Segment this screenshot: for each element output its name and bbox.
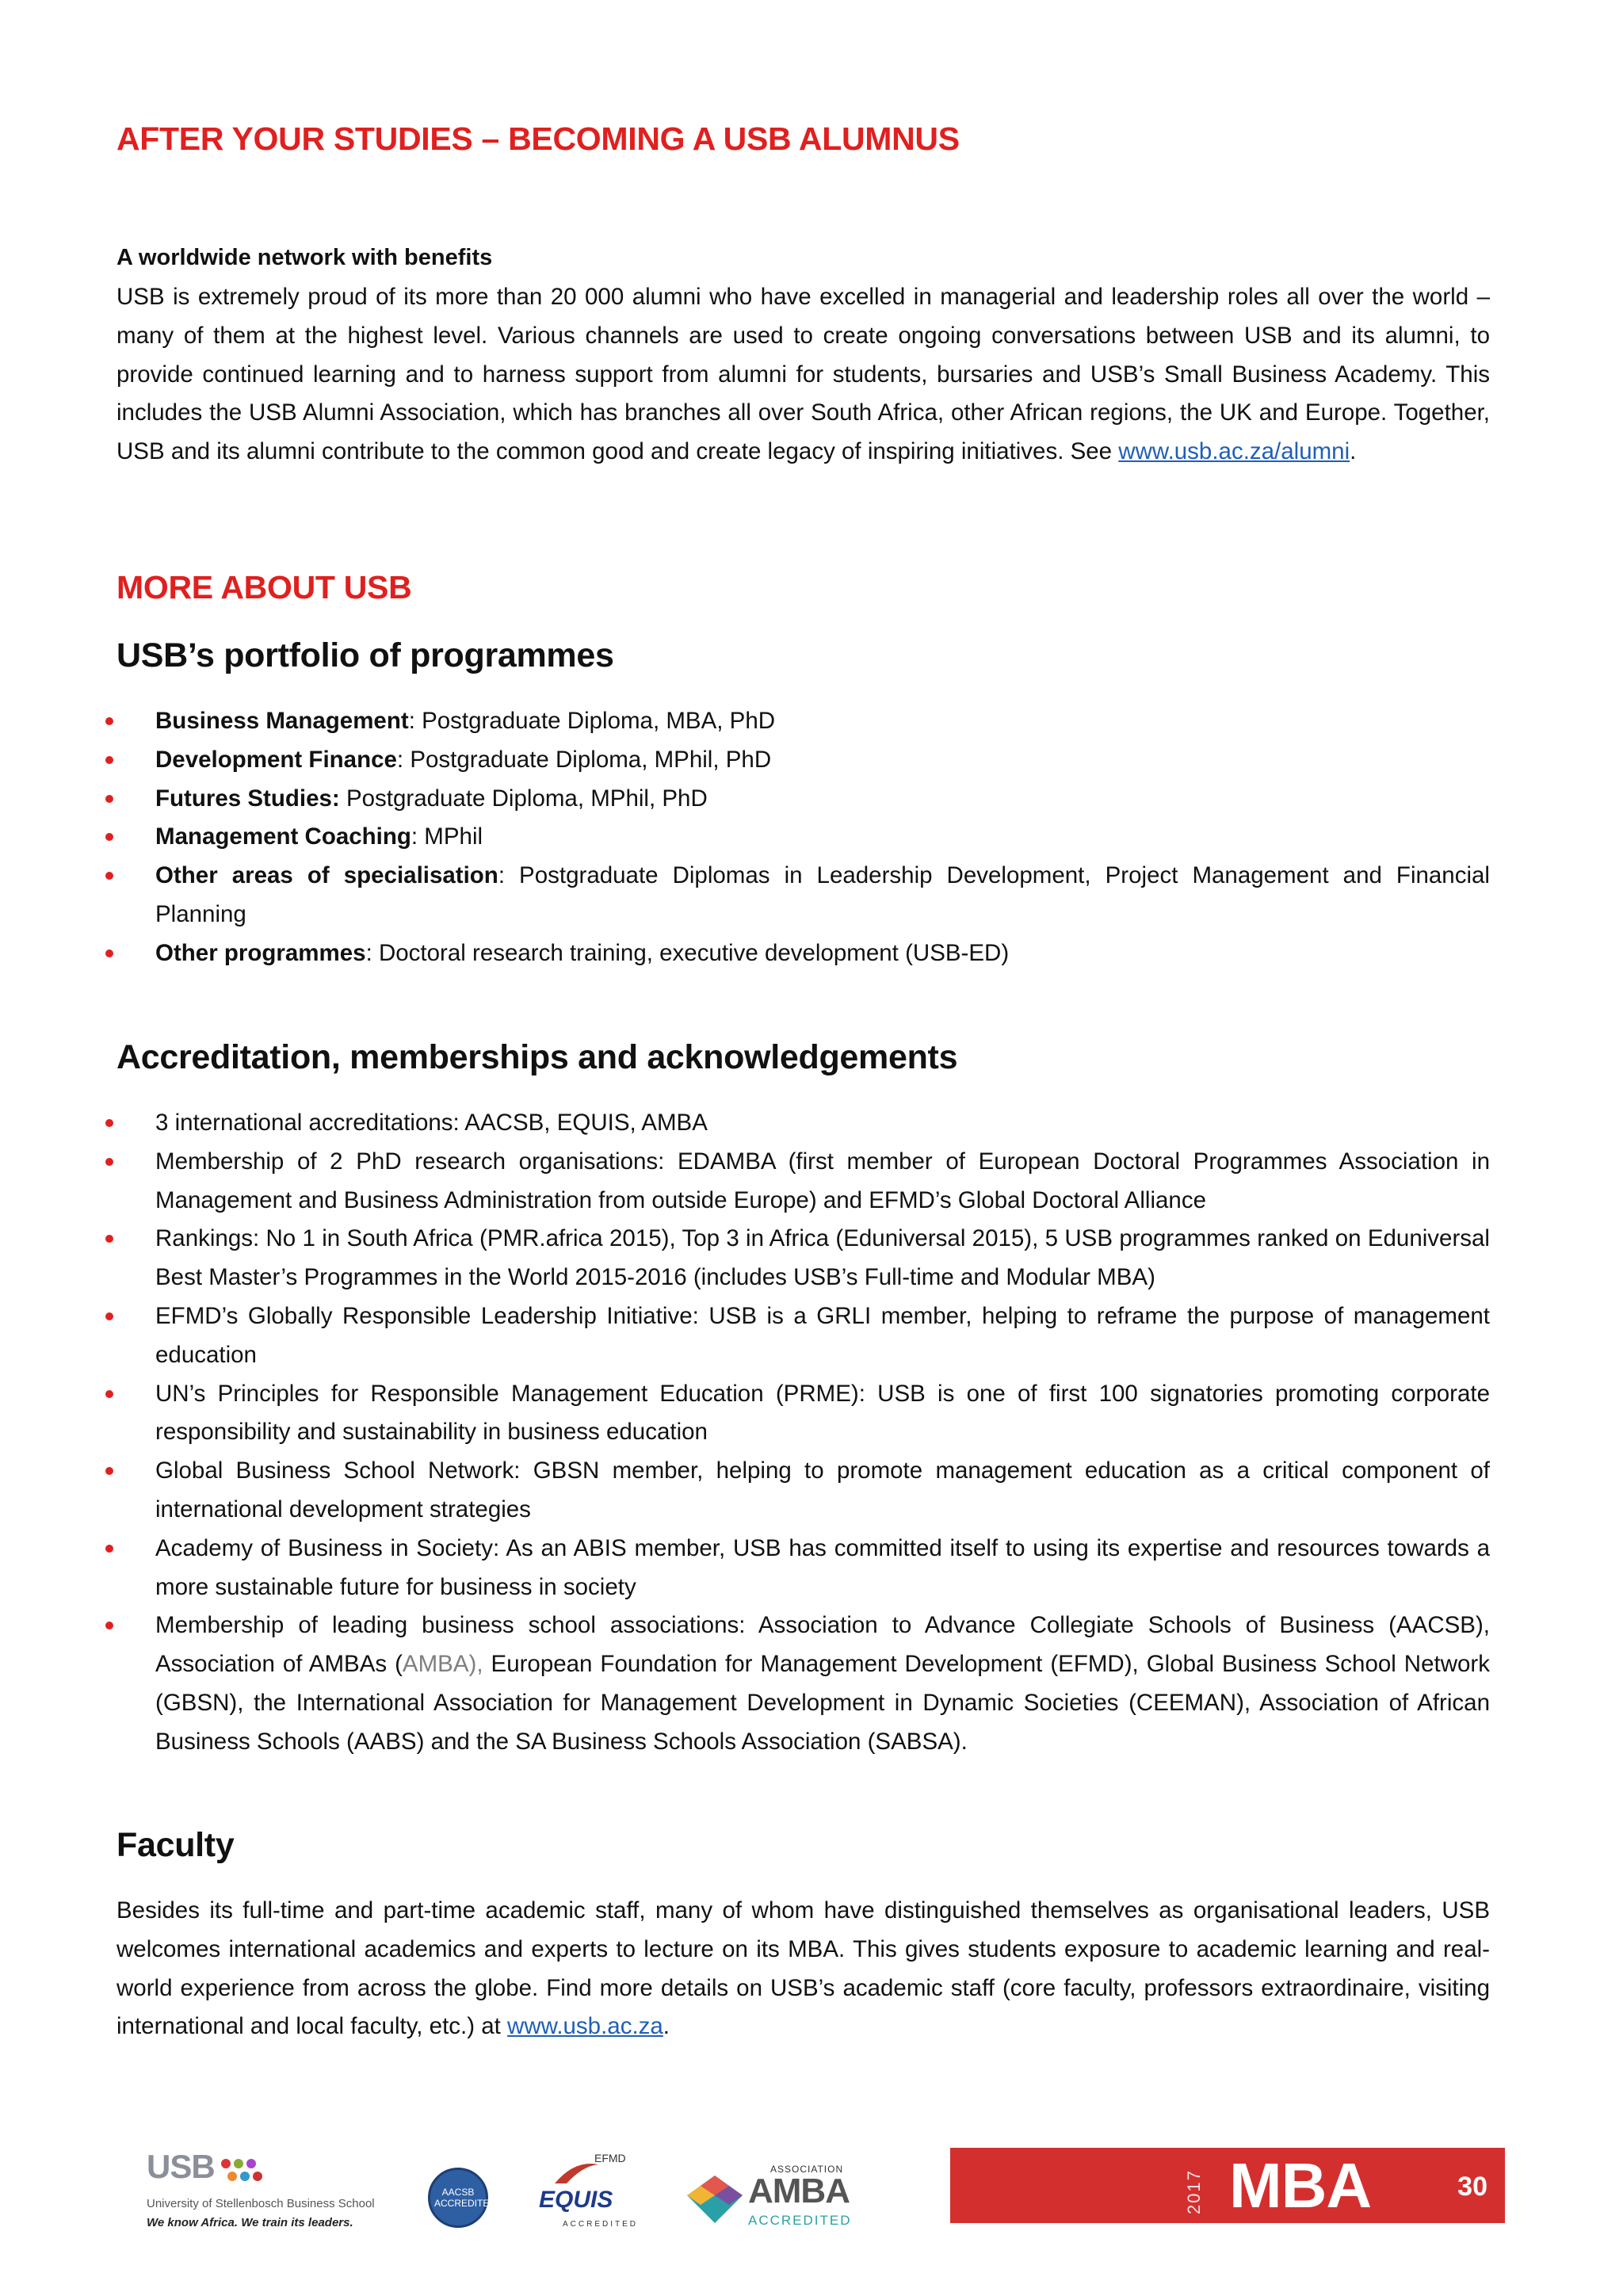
alumni-link[interactable]: www.usb.ac.za/alumni (1118, 438, 1350, 465)
programme-detail: : MPhil (411, 823, 483, 850)
mba-banner (950, 2148, 1505, 2223)
programme-item (116, 702, 1490, 741)
programme-detail: : Postgraduate Diplomas in Leadership Development, Project Management and Financial Planning (155, 862, 1490, 927)
alumni-section (116, 242, 1490, 472)
accreditations-list (116, 1104, 1490, 1762)
alumni-period: . (1350, 438, 1357, 465)
accreditation-item: 3 international accreditations: AACSB, EQUIS, AMBA (116, 1104, 1490, 1143)
programme-item (116, 934, 1490, 973)
aacsb-badge (428, 2168, 497, 2228)
accreditation-item: Academy of Business in Society: As an ABIS member, USB has committed itself to using its expertise and resources towards a more sustainable future for business in society (116, 1530, 1490, 1607)
accreditation-item: Rankings: No 1 in South Africa (PMR.africa 2015), Top 3 in Africa (Eduniversal 2015), 5 USB programmes ranked on Eduniversal Best Master’s Programmes in the World 2015-2016 (includes USB’s Full-time and Modular MBA) (116, 1220, 1490, 1297)
programme-detail: Postgraduate Diploma, MPhil, PhD (339, 785, 708, 812)
equis-logo (539, 2152, 642, 2239)
programme-name: Development Finance (155, 746, 397, 773)
efmd-label: EFMD (594, 2152, 626, 2164)
usb-logo-word: USB (147, 2148, 215, 2185)
programmes-list (116, 702, 1490, 973)
usb-tagline: We know Africa. We train its leaders. (147, 2216, 353, 2229)
programme-item (116, 741, 1490, 780)
accreditation-item: UN’s Principles for Responsible Management Education (PRME): USB is one of first 100 signatories promoting corporate responsibility and sustainability in business education (116, 1375, 1490, 1453)
page-footer (0, 2140, 1623, 2251)
usb-dots-icon (218, 2154, 281, 2186)
aacsb-label: AACSB ACCREDITED (434, 2187, 497, 2209)
equis-accredited: ACCREDITED (563, 2220, 639, 2229)
banner-mba: MBA (1229, 2150, 1372, 2221)
usb-subtitle: University of Stellenbosch Business School (147, 2197, 375, 2210)
programme-detail: : Postgraduate Diploma, MBA, PhD (408, 708, 776, 734)
accreditation-item (116, 1606, 1490, 1761)
accreditation-item: EFMD’s Globally Responsible Leadership Initiative: USB is a GRLI member, helping to reframe the purpose of management education (116, 1297, 1490, 1375)
alumni-text: USB is extremely proud of its more than 20 000 alumni who have excelled in managerial and leadership roles all over the world – many of them at the highest level. Various channels are used to create ongoing conversations between USB and its alumni, to provide continued learning and to harness support from alumni for students, bursaries and USB’s Small Business Academy. This includes the USB Alumni Association, which has branches all over South Africa, other African regions, the UK and Europe. Together, USB and its alumni contribute to the common good and create legacy of inspiring initiatives. See (116, 284, 1490, 465)
faculty-paragraph (116, 1892, 1490, 2046)
programme-item (116, 780, 1490, 819)
amba-logo (683, 2164, 857, 2235)
banner-year: 2017 (1184, 2169, 1204, 2214)
amba-association: ASSOCIATION (770, 2164, 844, 2175)
faculty-text: Besides its full-time and part-time academic staff, many of whom have distinguished themselves as organisational leaders, USB welcomes international academics and experts to lecture on its MBA. This gives students exposure to academic learning and real-world experience from across the globe. Find more details on USB’s academic staff (core faculty, professors extraordinaire, visiting international and local faculty, etc.) at (116, 1897, 1490, 2040)
programme-item (116, 857, 1490, 934)
alumni-paragraph (116, 278, 1490, 472)
equis-word: EQUIS (539, 2187, 613, 2213)
programme-name: Other areas of specialisation (155, 862, 498, 889)
page-number: 30 (1457, 2172, 1487, 2202)
accreditation-item: Global Business School Network: GBSN member, helping to promote management education as a critical component of international development strategies (116, 1452, 1490, 1530)
alumni-subheading: A worldwide network with benefits (116, 245, 493, 270)
more-about-heading: MORE ABOUT USB (116, 569, 412, 606)
accreditation-item: Membership of 2 PhD research organisations: EDAMBA (first member of European Doctoral Programmes Association in Management and Business Administration from outside Europe) and EFMD’s Global Doctoral Alliance (116, 1143, 1490, 1221)
usb-logo (147, 2148, 384, 2235)
programme-detail: : Postgraduate Diploma, MPhil, PhD (396, 746, 772, 773)
programme-item (116, 818, 1490, 857)
membership-text-grey: AMBA), (402, 1651, 483, 1678)
programme-detail: : Doctoral research training, executive development (USB-ED) (365, 939, 1010, 966)
programme-name: Other programmes (155, 939, 366, 966)
alumni-heading: AFTER YOUR STUDIES – BECOMING A USB ALUMNUS (116, 120, 960, 157)
faculty-link[interactable]: www.usb.ac.za (507, 2013, 663, 2040)
membership-text-before: Membership of leading business school associations: Association to Advance Collegiate Schools of Business (AACSB), Association of AMBAs ( (155, 1612, 1490, 1678)
amba-accredited: ACCREDITED (748, 2213, 852, 2228)
amba-diamond-icon (683, 2172, 747, 2227)
programme-name: Management Coaching (155, 823, 411, 850)
membership-text-after: European Foundation for Management Development (EFMD), Global Business School Network (GBSN), the International Association for Management Development in Dynamic Societies (CEEMAN), Association of African Business Schools (AABS) and the SA Business Schools Association (SABSA). (155, 1651, 1490, 1755)
programme-name: Business Management (155, 708, 409, 734)
programme-name: Futures Studies: (155, 785, 340, 812)
faculty-title: Faculty (116, 1826, 235, 1864)
portfolio-title: USB’s portfolio of programmes (116, 636, 614, 674)
equis-swoosh-icon (551, 2160, 622, 2187)
accreditation-title: Accreditation, memberships and acknowledgements (116, 1038, 958, 1076)
amba-word: AMBA (748, 2172, 850, 2210)
faculty-period: . (663, 2013, 670, 2040)
